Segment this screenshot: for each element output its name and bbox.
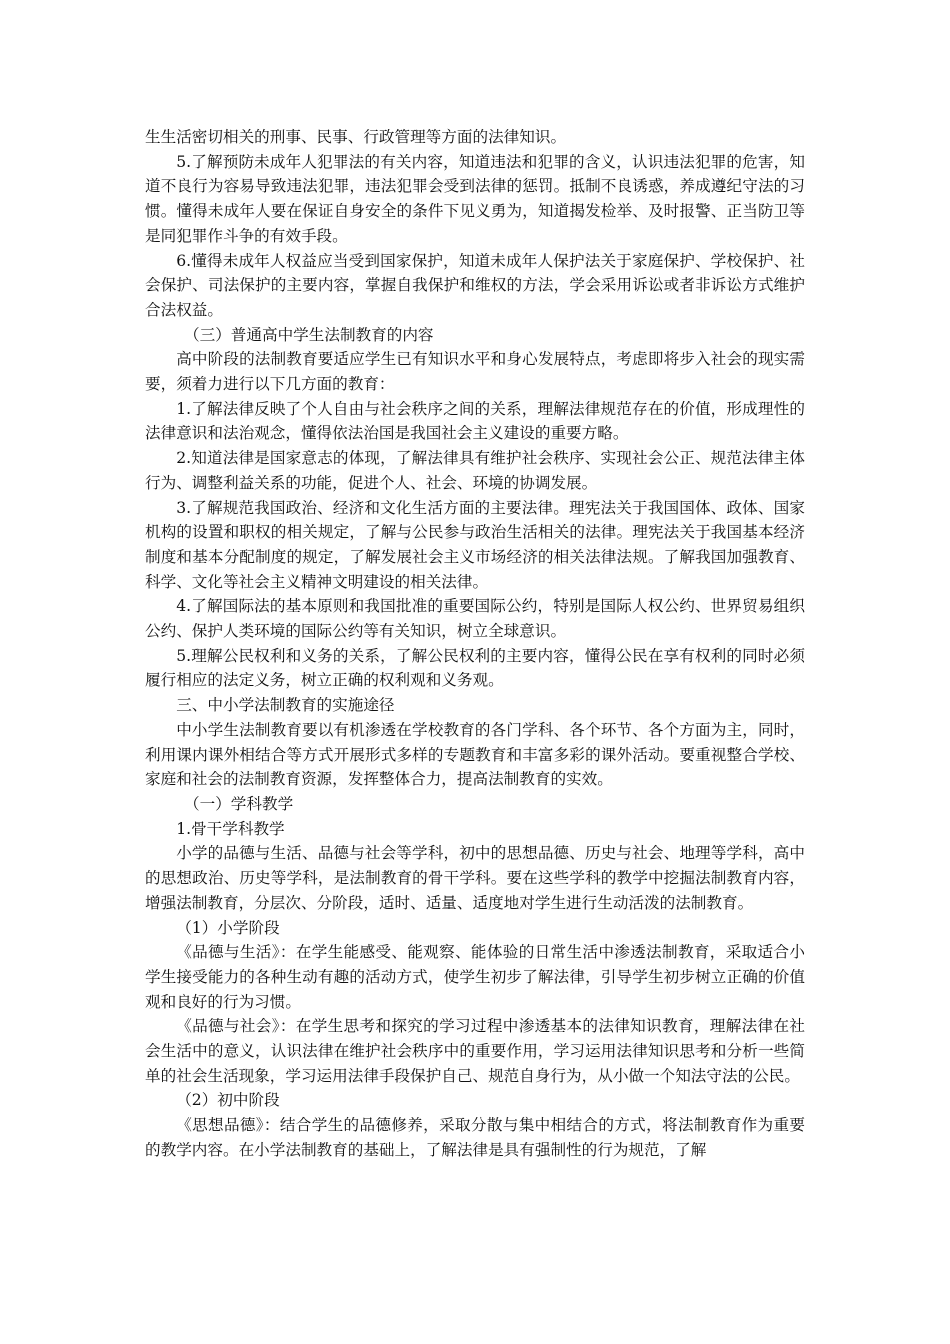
paragraph: 5.了解预防未成年人犯罪法的有关内容，知道违法和犯罪的含义，认识违法犯罪的危害，知道不良行为容易导致违法犯罪，违法犯罪会受到法律的惩罚。抵制不良诱惑，养成遵纪守法的习惯。懂得未成年人要在保证自身安全的条件下见义勇为，知道揭发检举、及时报警、正当防卫等是同犯罪作斗争的有效手段。 (145, 152, 805, 245)
subsection-heading: （2）初中阶段 (176, 1091, 280, 1110)
subsection-heading: 1.骨干学科教学 (176, 819, 285, 838)
paragraph: 6.懂得未成年人权益应当受到国家保护，知道未成年人保护法关于家庭保护、学校保护、社会保护、司法保护的主要内容，掌握自我保护和维权的方法，学会采用诉讼或者非诉讼方式维护合法权益。 (145, 251, 805, 319)
paragraph: 3.了解规范我国政治、经济和文化生活方面的主要法律。理宪法关于我国国体、政体、国家机构的设置和职权的相关规定，了解与公民参与政治生活相关的法律。理宪法关于我国基本经济制度和基本分配制度的规定，了解发展社会主义市场经济的相关法律法规。了解我国加强教育、科学、文化等社会主义精神文明建设的相关法律。 (145, 498, 805, 591)
paragraph: 《品德与社会》：在学生思考和探究的学习过程中渗透基本的法律知识教育，理解法律在社会生活中的意义，认识法律在维护社会秩序中的重要作用，学习运用法律知识思考和分析一些简单的社会生活现象，学习运用法律手段保护自己、规范自身行为，从小做一个知法守法的公民。 (145, 1017, 805, 1085)
subsection-heading: （1）小学阶段 (176, 918, 280, 937)
section-heading: 三、中小学法制教育的实施途径 (176, 696, 395, 715)
paragraph: 小学的品德与生活、品德与社会等学科，初中的思想品德、历史与社会、地理等学科，高中的思想政治、历史等学科，是法制教育的骨干学科。要在这些学科的教学中挖掘法制教育内容，增强法制教育，分层次、分阶段，适时、适量、适度地对学生进行生动活泼的法制教育。 (145, 844, 805, 912)
paragraph: 中小学生法制教育要以有机渗透在学校教育的各门学科、各个环节、各个方面为主，同时，利用课内课外相结合等方式开展形式多样的专题教育和丰富多彩的课外活动。要重视整合学校、家庭和社会的法制教育资源，发挥整体合力，提高法制教育的实效。 (145, 720, 805, 789)
paragraph: 《思想品德》：结合学生的品德修养，采取分散与集中相结合的方式，将法制教育作为重要的教学内容。在小学法制教育的基础上，了解法律是具有强制性的行为规范，了解 (145, 1116, 805, 1159)
paragraph: 高中阶段的法制教育要适应学生已有知识水平和身心发展特点，考虑即将步入社会的现实需要，须着力进行以下几方面的教育： (145, 350, 805, 394)
paragraph: 生生活密切相关的刑事、民事、行政管理等方面的法律知识。 (145, 128, 567, 146)
paragraph: 《品德与生活》：在学生能感受、能观察、能体验的日常生活中渗透法制教育，采取适合小学生接受能力的各种生动有趣的活动方式，使学生初步了解法律，引导学生初步树立正确的价值观和良好的行为习惯。 (145, 943, 805, 1011)
paragraph: 2.知道法律是国家意志的体现，了解法律具有维护社会秩序、实现社会公正、规范法律主体行为、调整利益关系的功能，促进个人、社会、环境的协调发展。 (145, 449, 805, 492)
section-heading: （一）学科教学 (184, 794, 294, 813)
paragraph: 4.了解国际法的基本原则和我国批准的重要国际公约，特别是国际人权公约、世界贸易组织公约、保护人类环境的国际公约等有关知识，树立全球意识。 (145, 597, 805, 641)
paragraph: 5.理解公民权利和义务的关系，了解公民权利的主要内容，懂得公民在享有权利的同时必须履行相应的法定义务，树立正确的权利观和义务观。 (145, 646, 805, 690)
paragraph: 1.了解法律反映了个人自由与社会秩序之间的关系，理解法律规范存在的价值，形成理性的法律意识和法治观念，懂得依法治国是我国社会主义建设的重要方略。 (145, 399, 805, 443)
document-body (145, 125, 805, 1163)
section-heading: （三）普通高中学生法制教育的内容 (184, 325, 434, 344)
